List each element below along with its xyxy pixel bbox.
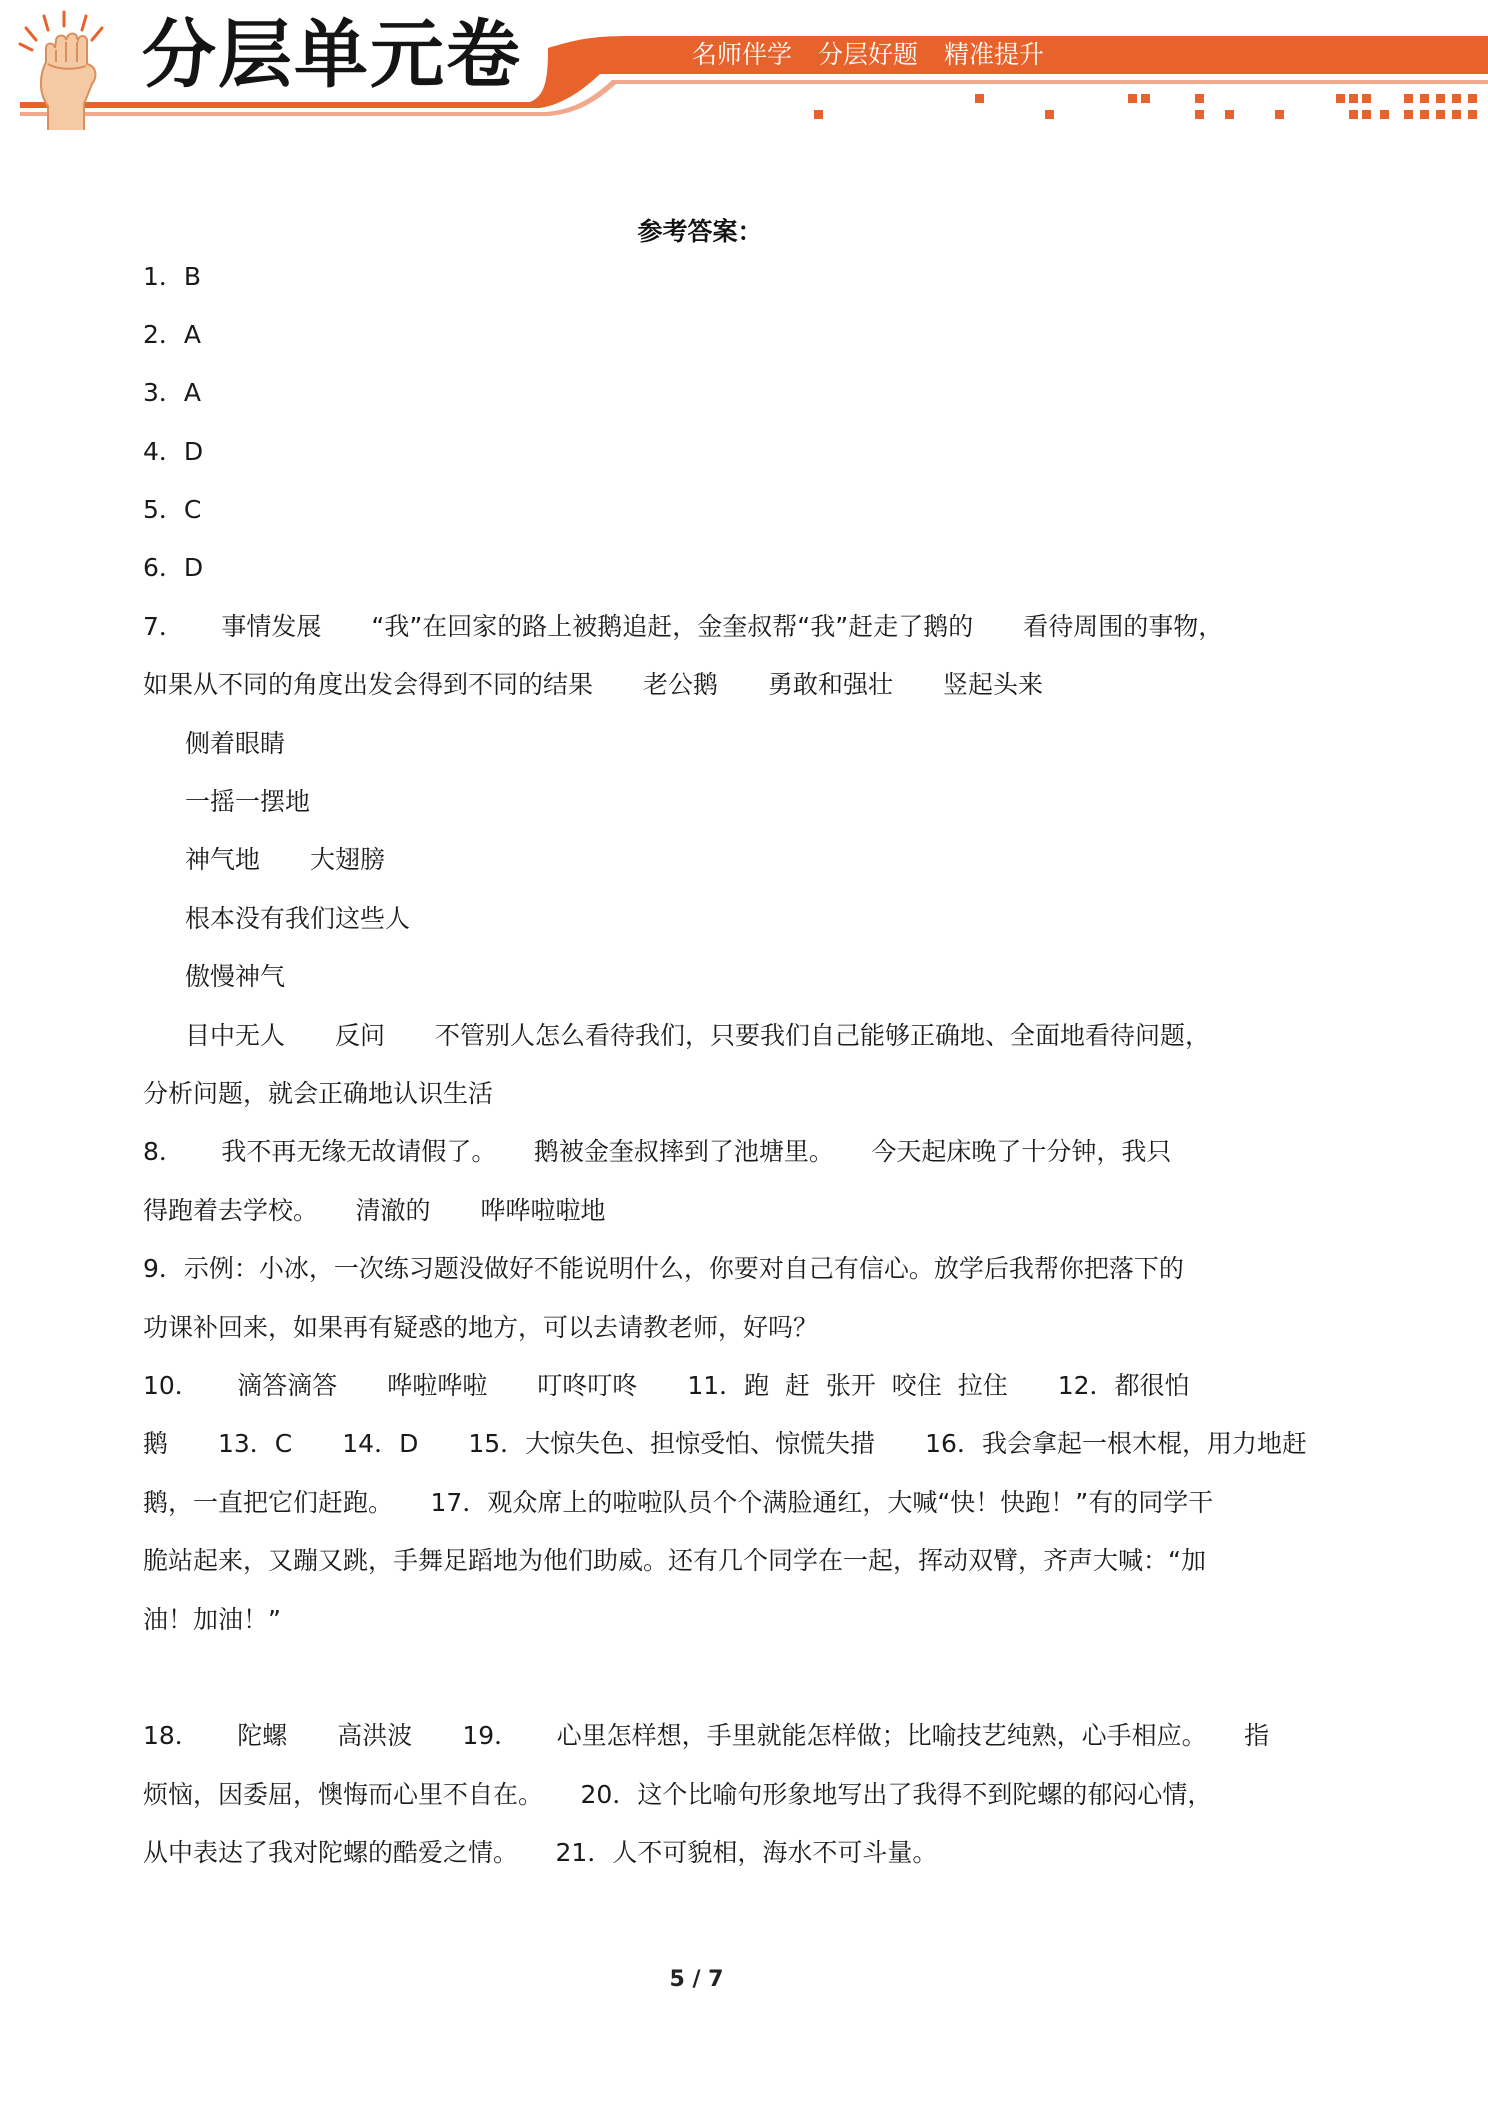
- answer-line: 从中表达了我对陀螺的酷爱之情。 21．人不可貌相，海水不可斗量。: [143, 1838, 938, 1867]
- answer-line: 傲慢神气: [185, 962, 286, 991]
- answer-line: 烦恼，因委屈，懊悔而心里不自在。 20．这个比喻句形象地写出了我得不到陀螺的郁闷心情，: [143, 1780, 1213, 1809]
- answer-line: 2．A: [143, 320, 202, 349]
- answer-line: 功课补回来，如果再有疑惑的地方，可以去请教老师，好吗？: [143, 1313, 819, 1342]
- answer-line: 如果从不同的角度出发会得到不同的结果 老公鹅 勇敢和强壮 竖起头来: [143, 670, 1044, 699]
- answer-line: 7． 事情发展 “我”在回家的路上被鹅追赶，金奎叔帮“我”赶走了鹅的 看待周围的事物，: [143, 612, 1224, 641]
- slogan-2: 分层好题: [818, 40, 919, 69]
- answer-line: 鹅，一直把它们赶跑。 17．观众席上的啦啦队员个个满脸通红，大喊“快！快跑！”有的同学干: [143, 1488, 1214, 1517]
- answer-line: 6．D: [143, 553, 204, 582]
- slogan-3: 精准提升: [944, 40, 1045, 69]
- answer-line: 侧着眼睛: [185, 729, 286, 758]
- answer-line: 1．B: [143, 262, 202, 291]
- slogan-1: 名师伴学: [692, 40, 793, 69]
- answer-line: 得跑着去学校。 清澈的 哗哗啦啦地: [143, 1196, 606, 1225]
- page-header: [0, 0, 1488, 130]
- answer-line: 鹅 13．C 14．D 15．大惊失色、担惊受怕、惊慌失措 16．我会拿起一根木棍，用力地赶: [143, 1429, 1307, 1458]
- answer-line: 神气地 大翅膀: [185, 845, 386, 874]
- answer-line: 5．C: [143, 495, 202, 524]
- answer-line: 8． 我不再无缘无故请假了。 鹅被金奎叔摔到了池塘里。 今天起床晚了十分钟，我只: [143, 1137, 1172, 1166]
- answer-line: 18． 陀螺 高洪波 19． 心里怎样想，手里就能怎样做；比喻技艺纯熟，心手相应。 指: [143, 1721, 1270, 1750]
- pixel-decoration: [814, 94, 1477, 119]
- answer-line: 油！加油！”: [143, 1605, 281, 1634]
- page-number: 5 / 7: [669, 1967, 724, 1992]
- answer-line: 10． 滴答滴答 哗啦哗啦 叮咚叮咚 11．跑 赶 张开 咬住 拉住 12．都很怕: [143, 1371, 1190, 1400]
- answer-line: 3．A: [143, 378, 202, 407]
- answer-line: 4．D: [143, 437, 204, 466]
- answer-title: 参考答案：: [637, 217, 763, 246]
- answer-line: 根本没有我们这些人: [185, 904, 411, 933]
- answer-line: 分析问题，就会正确地认识生活: [143, 1079, 494, 1108]
- answer-line: 9．示例：小冰，一次练习题没做好不能说明什么，你要对自己有信心。放学后我帮你把落下的: [143, 1254, 1184, 1283]
- brand-title: 分层单元卷: [142, 12, 522, 98]
- answer-line: 一摇一摆地: [185, 787, 311, 816]
- answer-line: 脆站起来，又蹦又跳，手舞足蹈地为他们助威。还有几个同学在一起，挥动双臂，齐声大喊：“加: [143, 1546, 1206, 1575]
- answer-line: 目中无人 反问 不管别人怎么看待我们，只要我们自己能够正确地、全面地看待问题，: [185, 1021, 1211, 1050]
